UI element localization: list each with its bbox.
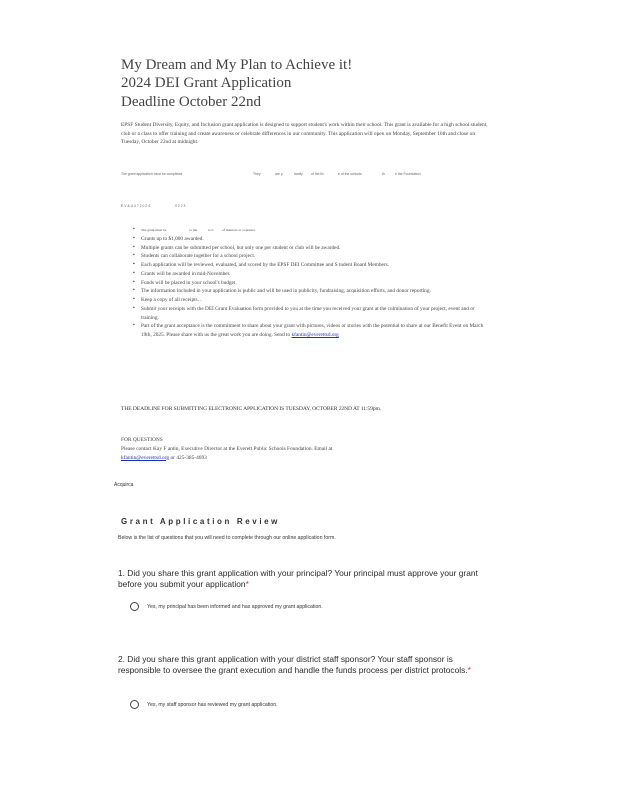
intro-paragraph: EPSF Student Diversity, Equity, and Inclusion grant application is designed to support student's work within their school. This grant is available for a high school student, club or a class to offer training and create awareness or celebrate differences in our community. This application will open on Monday, September 16th and close on Tuesday, October 22nd at midnight. (121, 122, 488, 146)
option-label: Yes, my principal has been informed and has approved my grant application. (147, 603, 323, 610)
required-mark: * (245, 579, 249, 589)
faint-text: The grant application must be completed (121, 172, 183, 176)
contact-phone: or 425-385-4693 (169, 454, 207, 461)
questions-heading: FOR QUESTIONS (121, 437, 163, 443)
faint-text: 0 2 2 3 (175, 204, 186, 208)
list-item: ▪ The information included in your application is public and will be used in publicity, fundraising, acquisition efforts, and donor reporting. (133, 287, 493, 296)
radio-button[interactable] (130, 700, 139, 709)
faint-text: to b (208, 228, 214, 232)
faint-text: of the fiv (311, 172, 324, 176)
page-subtitle: 2024 DEI Grant Application (121, 75, 292, 91)
email-link[interactable]: kfantin@everettsd.org (291, 332, 339, 338)
contact-line (121, 454, 451, 463)
list-item: ▪ Grants will be awarded in mid-November. (133, 270, 493, 279)
question-1-option[interactable] (130, 602, 323, 611)
question-1 (118, 568, 478, 590)
review-heading: Grant Application Review (121, 517, 281, 526)
question-2-option[interactable] (130, 700, 278, 709)
grant-rules-list (133, 226, 493, 340)
review-subtitle: Below is the list of questions that you will need to complete through our online application form. (118, 535, 336, 541)
faint-text: to the (189, 228, 198, 232)
questions-body: Please contact Kay F antin, Executive Director at the Everett Public Schools Foundation. Email at (121, 445, 333, 452)
list-item (133, 226, 493, 235)
deadline-title: Deadline October 22nd (121, 94, 261, 110)
list-item: ▪ Keep a copy of all receipts. . (133, 296, 493, 305)
faint-text: The grant must be (141, 228, 167, 232)
faint-text: e of the schools (338, 172, 362, 176)
faint-text: th (382, 172, 385, 176)
questions-section (121, 436, 451, 462)
list-item: ▪ Grants up to $1,000 awarded. (133, 235, 493, 244)
question-2-text: 2. Did you share this grant application with your district staff sponsor? Your staff sponsor is responsible to oversee the grant execution and handle the funds process per district protocols. (118, 654, 468, 675)
page-title: My Dream and My Plan to Achieve it! (121, 57, 353, 73)
contact-email-link[interactable]: kfantin@everettsd.org (121, 454, 170, 461)
faint-text: e the Foundation. (395, 172, 422, 176)
deadline-notice: THE DEADLINE FOR SUBMITTING ELECTRONIC APPLICATION IS TUESDAY, OCTOBER 22ND AT 11:59pm. (121, 406, 382, 412)
option-label: Yes, my staff sponsor has reviewed my grant application. (147, 701, 278, 708)
list-item: ▪ Students can collaborate together for a school project. (133, 252, 493, 261)
list-item-text: Part of the grant acceptance is the commitment to share about your grant with pictures, videos or stories with the potential to share at our Benefit Event on March 19th, 2025. Please share with us the great work you are doing. Send to (141, 323, 484, 338)
list-item: ▪ Submit your receipts with the DEI Grant Evaluation form provided to you at the time you received your grant at the culmination of your project, event and or training. (133, 305, 493, 323)
question-2 (118, 654, 478, 676)
list-item: ▪ Multiple grants can be submitted per school, but only one per student or club will be awarded. (133, 244, 493, 253)
list-item: ▪ Each application will be reviewed, evaluated, and scored by the EPSF DEI Committee and S tudent Board Members. (133, 261, 493, 270)
radio-button[interactable] (130, 602, 139, 611)
acquisition-label: Acquirca (114, 482, 134, 488)
question-1-text: 1. Did you share this grant application with your principal? Your principal must approve your grant before you submit your application (118, 568, 478, 589)
faint-text: family (294, 172, 303, 176)
faint-text: They (253, 172, 261, 176)
list-item: ▪ Funds will be placed in your school's budget. (133, 279, 493, 288)
required-mark: * (467, 665, 471, 675)
faint-text: are p (275, 172, 283, 176)
list-item (133, 322, 493, 340)
faint-text: of mentors or a sponsor (222, 228, 256, 232)
faint-text: E V & U 4 7 2 0 2 4 (121, 204, 151, 208)
